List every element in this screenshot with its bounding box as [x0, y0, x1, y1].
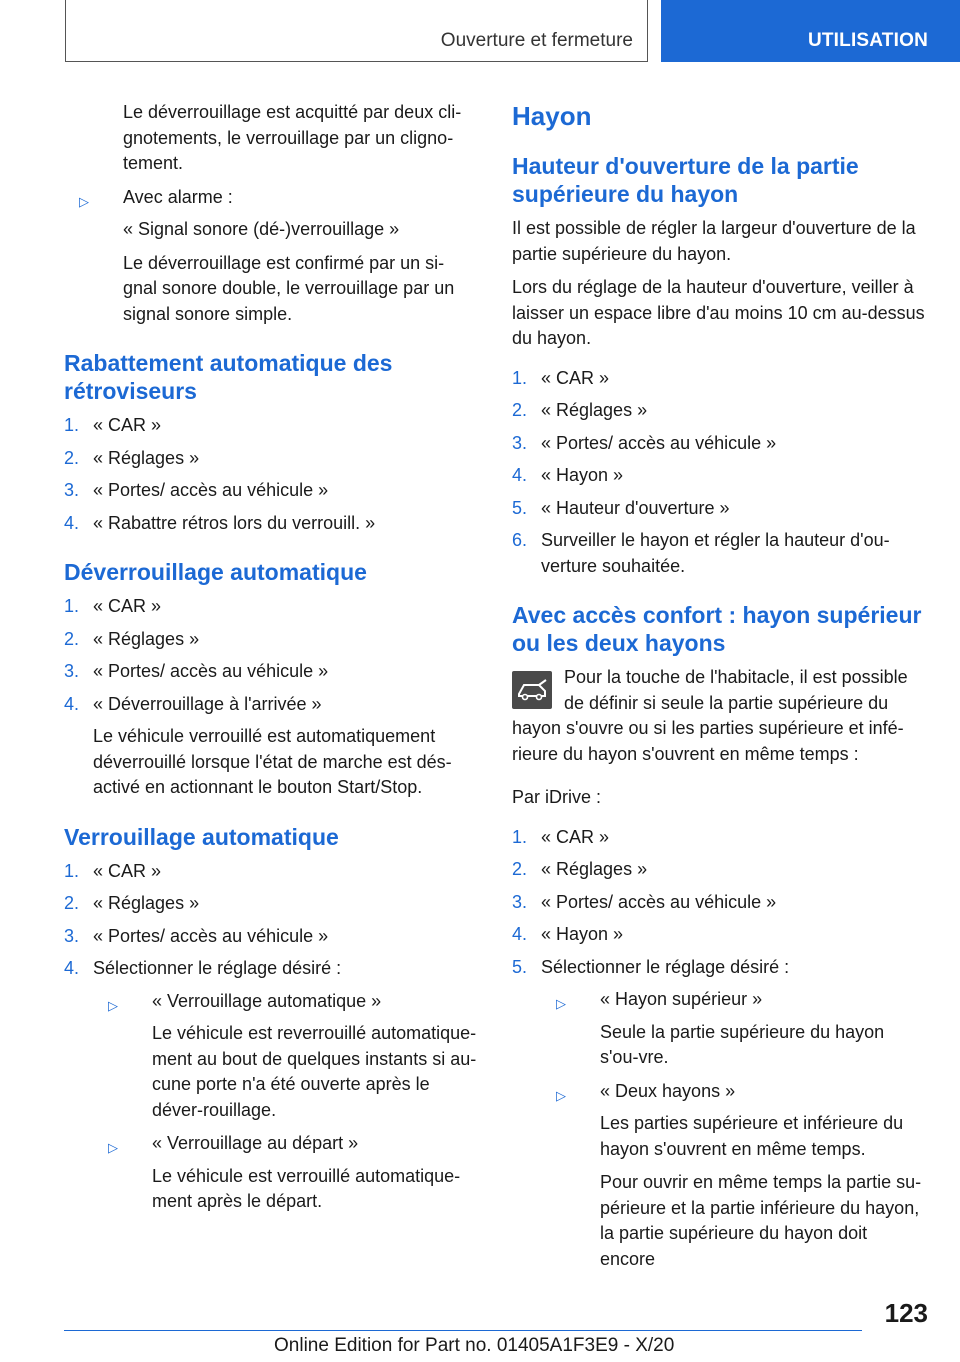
step-number: 3.	[64, 480, 80, 500]
section-heading-auto-unlock: Déverrouillage automatique	[64, 559, 367, 585]
list-item	[64, 627, 478, 653]
alarm-bullet-label: Avec alarme :	[123, 186, 233, 207]
comfort-steps	[512, 825, 926, 981]
auto-lock-steps	[64, 859, 478, 982]
section-heading-opening-height: Hauteur d'ouverture de la partie supérieure du hayon	[512, 153, 859, 207]
via-idrive: Par iDrive :	[512, 787, 602, 807]
tailgate-car-icon	[512, 671, 552, 709]
step-number: 2.	[512, 400, 528, 420]
step-number: 4.	[64, 693, 80, 714]
step-number: 3.	[64, 661, 80, 681]
triangle-right-icon: ▷	[79, 193, 89, 209]
list-item	[64, 924, 478, 950]
list-item	[64, 891, 478, 917]
option-bullet	[541, 987, 926, 1013]
step-number: 2.	[64, 628, 80, 649]
step-number: 4.	[64, 958, 80, 978]
step-text: « Portes/ accès au véhicule »	[93, 925, 329, 946]
step-text: « CAR »	[541, 826, 610, 847]
step-text: « Hayon »	[541, 924, 624, 944]
step-text: « Portes/ accès au véhicule »	[93, 661, 329, 681]
alarm-line2: Le déverrouillage est confirmé par un si-gnal sonore double, le verrouillage par un signal sonore simple.	[123, 252, 455, 324]
step-text: « CAR »	[541, 367, 610, 388]
list-item	[64, 413, 478, 439]
step-text: « CAR »	[93, 860, 162, 881]
list-item	[512, 955, 926, 981]
list-item	[64, 511, 478, 537]
step-text: « Réglages »	[541, 400, 648, 420]
triangle-right-icon: ▷	[108, 997, 118, 1013]
option-desc: Seule la partie supérieure du hayon s'ou-vre.	[600, 1021, 885, 1067]
triangle-right-icon: ▷	[556, 1087, 566, 1103]
step-number: 2.	[64, 447, 80, 468]
auto-unlock-note: Le véhicule verrouillé est automatiquement déverrouillé lorsque l'état de marche est dés-activé en actionnant le bouton Start/Stop.	[93, 726, 452, 797]
opening-height-para2: Lors du réglage de la hauteur d'ouverture, veiller à laisser un espace libre d'au moins 10 cm au-dessus du hayon.	[512, 277, 925, 348]
list-item	[512, 431, 926, 457]
option-label: « Deux hayons »	[600, 1080, 736, 1101]
step-number: 2.	[512, 859, 528, 879]
left-column	[64, 100, 478, 1223]
list-item	[512, 857, 926, 883]
list-item	[512, 366, 926, 392]
step-text: « Réglages »	[541, 859, 648, 879]
comfort-options	[541, 987, 926, 1272]
step-number: 5.	[512, 497, 528, 518]
note-text-first: Pour la touche de l'habitacle, il est possible de définir si seule la partie supérieure du	[564, 667, 908, 713]
step-text: Sélectionner le réglage désiré :	[93, 958, 342, 978]
triangle-right-icon: ▷	[108, 1140, 118, 1155]
step-text: « Réglages »	[93, 628, 200, 649]
step-number: 3.	[512, 432, 528, 453]
step-text: « CAR »	[93, 596, 162, 616]
opening-height-para1: Il est possible de régler la largeur d'ouverture de la partie supérieure du hayon.	[512, 218, 916, 264]
step-text: « Réglages »	[93, 893, 200, 913]
page-number: 123	[884, 1298, 928, 1328]
step-number: 3.	[64, 925, 80, 946]
option-label: « Hayon supérieur »	[600, 989, 763, 1009]
footer-edition: Online Edition for Part no. 01405A1F3E9 - X/20	[274, 1335, 675, 1356]
header-section-box	[65, 0, 648, 62]
list-item	[64, 594, 478, 620]
note-text-rest: hayon s'ouvre ou si les parties supérieure et infé-rieure du hayon s'ouvrent en même temps :	[512, 718, 904, 764]
step-text: Sélectionner le réglage désiré :	[541, 956, 790, 977]
list-item	[64, 692, 478, 718]
step-text: « Portes/ accès au véhicule »	[541, 432, 777, 453]
option-bullet	[93, 1131, 478, 1157]
auto-lock-options	[93, 989, 478, 1215]
list-item	[512, 890, 926, 916]
option-desc-continued: Pour ouvrir en même temps la partie su-périeure et la partie inférieure du hayon, la partie supérieure du hayon doit encore	[600, 1172, 922, 1269]
footer-divider	[64, 1330, 862, 1331]
step-number: 4.	[512, 465, 528, 485]
step-text: « CAR »	[93, 415, 162, 435]
step-number: 1.	[512, 826, 528, 847]
auto-unlock-steps	[64, 594, 478, 717]
page-title: Hayon	[512, 101, 592, 131]
step-text: « Portes/ accès au véhicule »	[541, 891, 777, 912]
step-number: 4.	[64, 512, 80, 533]
list-item	[64, 956, 478, 982]
note-block	[512, 665, 926, 767]
step-number: 4.	[512, 924, 528, 944]
list-item	[512, 496, 926, 522]
list-item	[64, 478, 478, 504]
step-text: « Hauteur d'ouverture »	[541, 497, 730, 518]
list-item	[64, 446, 478, 472]
step-number: 1.	[512, 367, 528, 388]
list-item	[512, 922, 926, 948]
step-number: 5.	[512, 956, 528, 977]
section-heading-mirrors: Rabattement automatique des rétroviseurs	[64, 350, 393, 404]
step-number: 1.	[64, 415, 80, 435]
step-number: 2.	[64, 893, 80, 913]
option-bullet	[541, 1079, 926, 1105]
step-text: « Hayon »	[541, 465, 624, 485]
list-item	[512, 825, 926, 851]
step-number: 6.	[512, 530, 528, 550]
option-label: « Verrouillage automatique »	[152, 990, 382, 1011]
step-text: « Portes/ accès au véhicule »	[93, 480, 329, 500]
list-item	[512, 398, 926, 424]
list-item	[64, 859, 478, 885]
section-heading-auto-lock: Verrouillage automatique	[64, 823, 339, 850]
list-item	[512, 528, 926, 579]
option-bullet	[93, 989, 478, 1015]
alarm-bullet	[64, 185, 478, 211]
step-text: « Réglages »	[93, 447, 200, 468]
list-item	[512, 463, 926, 489]
header-tab	[661, 0, 960, 62]
step-number: 1.	[64, 596, 80, 616]
alarm-line1: « Signal sonore (dé-)verrouillage »	[123, 219, 400, 239]
option-desc: Le véhicule est reverrouillé automatique-ment au bout de quelques instants si au-cune porte n'a été ouverte après le déver-rouillage.	[152, 1023, 477, 1120]
step-text: « Rabattre rétros lors du verrouill. »	[93, 512, 376, 533]
step-text: Surveiller le hayon et régler la hauteur d'ou-verture souhaitée.	[541, 530, 890, 576]
right-column	[512, 100, 926, 1280]
intro-text: Le déverrouillage est acquitté par deux cli-gnotements, le verrouillage par un cligno-tement.	[123, 102, 462, 173]
option-desc: Les parties supérieure et inférieure du hayon s'ouvrent en même temps.	[600, 1113, 904, 1159]
step-number: 3.	[512, 891, 528, 912]
step-number: 1.	[64, 860, 80, 881]
triangle-right-icon: ▷	[556, 996, 566, 1011]
mirrors-steps	[64, 413, 478, 536]
option-label: « Verrouillage au départ »	[152, 1133, 359, 1153]
list-item	[64, 659, 478, 685]
header-section-title: Ouverture et fermeture	[440, 30, 633, 51]
option-desc: Le véhicule est verrouillé automatique-ment après le départ.	[152, 1165, 461, 1211]
step-text: « Déverrouillage à l'arrivée »	[93, 693, 322, 714]
header-tab-label: UTILISATION	[807, 30, 928, 51]
opening-height-steps	[512, 366, 926, 580]
section-heading-comfort-access: Avec accès confort : hayon supérieur ou les deux hayons	[512, 602, 922, 656]
